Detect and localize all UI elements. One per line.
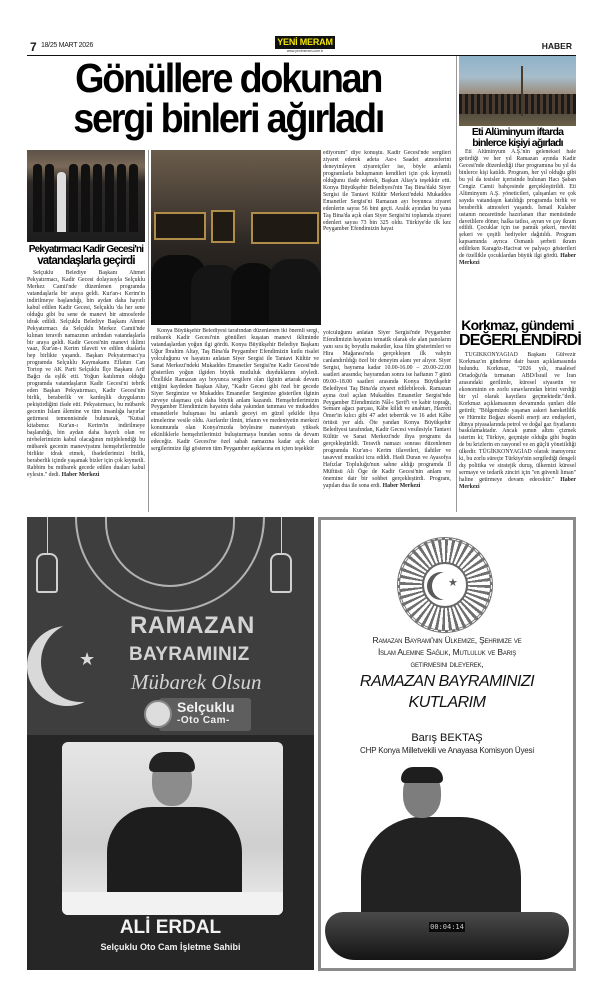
iftar-photo — [459, 56, 576, 126]
selcuklu-oto-cam-ad[interactable] — [27, 517, 314, 970]
ali-erdal-portrait — [62, 742, 283, 915]
podium-timer: 00:04:14 — [430, 923, 464, 931]
newspaper-page — [27, 0, 582, 1000]
main-headline-line-1: Gönüllere dokunan — [75, 55, 382, 101]
baris-bektas-ad[interactable] — [318, 517, 576, 971]
pekyatirmaci-headline: Pekyatırmacı Kadir Gecesi'ni vatandaşlarla geçirdi — [28, 244, 144, 267]
newspaper-logo[interactable] — [275, 36, 335, 54]
byline: Haber Merkezi — [61, 471, 100, 478]
exhibition-photo — [151, 150, 321, 325]
brand-seal-icon — [144, 700, 172, 728]
main-headline — [35, 55, 421, 141]
mp-title: CHP Konya Milletvekili ve Anayasa Komisyon Üyesi — [360, 746, 534, 755]
section-label: HABER — [541, 41, 572, 51]
korkmaz-body: TÜGİKKONYAGİAD Başkanı Gülvezir Korkmaz'ın gündeme dair basın açıklamasında bulundu. Korkmaz, "2026 yılı, maalesef Ortadoğu'da tırmanan ABD/İsrail ve İran arasındaki gerilimle, küresel siyasetin ve ekonominin en zorlu sınavlarından birini verdiği bir yıl olarak kayıtlara geçmektedir."dedi. Korkmaz açıklamasının devamında şunları dile getirdi; "Bölgemizde yaşanan askeri hareketlilik ve Hürmüz Boğazı eksenli enerji arz endişeleri, dünya piyasalarında petrol ve doğal gaz fiyatlarını baskılamaktadır. Ancak şunun altını çizmek isterim ki; Türkiye, geçmişte olduğu gibi bugün de bu krizlerin en rasyonel ve en güçlü yönetildiği ülkedir. TÜGİKKONYAGİAD olarak inanıyoruz ki, bu zorlu süreçte Türkiye'nin sergilediği dengeli dış politika ve stratejik duruş, ülkemizi küresel sermaye ve tedarik zinciri için "en güvenli liman" haline getirmeye devam edecektir." Haber Merkezi — [459, 352, 576, 491]
ad-mubarek-text: Mübarek Olsun — [131, 670, 262, 694]
korkmaz-headline: Korkmaz, gündemi DEĞERLENDİRDİ — [459, 317, 582, 349]
brand-name: Selçuklu — [177, 699, 235, 715]
greeting-line-3: getirmesini dileyerek, — [410, 659, 484, 669]
star-icon: ★ — [79, 649, 96, 670]
byline: Haber Merkezi — [459, 253, 576, 267]
brand-subtitle: -Oto Cam- — [177, 715, 230, 726]
eti-aluminyum-headline: Eti Alüminyum iftarda binlerce kişiyi ağırladı — [471, 126, 564, 149]
eti-aluminyum-body: Eti Alüminyum A.Ş.'nin geleneksel hale getirdiği ve her yıl Ramazan ayında Kadir Gecesi'nde düzenlediği iftar programına bu yıl da binlerce kişi katıldı. Program, her yıl olduğu gibi bu yıl da tesisler içerisinde bulunan Hacı Şaban Cengiz Camii bahçesinde gerçekleştirildi. Eti Alüminyum A.Ş. yöneticileri, çalışanları ve çok sayıda vatandaşın katıldığı programda birlik ve beraberlik atmosferi yaşandı. İsmail Kulaber ustanın nezaretinde hazırlanan iftar menüsünde davetlilere döner, halka tatlısı, ayran ve çay ikram edildi. Çocuklar için ise pamuk şekeri, mevlüt şekeri ve çeşitli hediyeler dağıtıldı. Program kapsamında ayrıca Osmanlı şerbeti ikram edilirken Karagöz-Hacivat ve palyaço gösterileri de özellikle çocuklardan büyük ilgi gördü. Haber Merkezi — [459, 149, 576, 267]
main-headline-line-2: sergi binleri ağırladı — [73, 95, 384, 141]
main-story-body-col3: yolculuğunu anlatan Siyer Sergisi'nde Peygamber Efendimizin hayatını tematik olarak ele alan panoların yanı sıra üç boyutlu maketler, kısa film gösterimleri ve Hira Mağarası'nda gerçekleşen ilk vahyin canlandırıldığı özel bir deneyim alanı yer alıyor. Siyer Sergisi, bayrama kadar 10.00-16.00 – 20.00-22.00 saatleri arasında; bayramdan sonra ise haftanın 7 günü 09.00–18.00 saatleri arasında Konya Büyükşehir Belediyesi Taş Bina'da ziyaret edilebilecek. Ramazan ayına özel açılan Mukaddes Emanetler Sergisi'nde Peygamber Efendimizin Nâl-ı Şerif'i ve kabir toprağı, Semare ağacı parçası, Kâbe kilidi ve anahtarı, Hazreti Ömer'in kılıcı gibi 47 adet teberrük ve 16 adet Kâbe örtüsü yer aldı. Öte yandan Konya Büyükşehir Belediyesi tarafından, Kadir Gecesi vesilesiyle Tantavi Kültür ve Sanat Merkezi'nde ihya programı da gerçekleştirildi. Teravih namazı sonrası düzenlenen programda Kur'an-ı Kerim tilavetleri, ilahiler ve tasavvuf musikisi icra edildi. Hadi Duran ve Ayasofya Hafızlar Topluluğu'nun sahne aldığı programda İl Müftüsü Ali Öge de Kadir Gecesi'nin anlam ve önemine dair bir sohbet gerçekleştirdi. Program, yapılan dua ile sona erdi. Haber Merkezi — [323, 330, 451, 489]
ad-bayraminiz-text: BAYRAMINIZ — [129, 644, 250, 665]
issue-date: 18/25 MART 2026 — [41, 42, 94, 49]
logo-wordmark: YENİ MERAM — [275, 36, 335, 49]
pekyatirmaci-body: Selçuklu Belediye Başkanı Ahmet Pekyatırmacı, Kadir Gecesi dolayısıyla Selçuklu Merkez Camii'nde düzenlenen programda vatandaşlarla bir araya geldi. Kur'an-ı Kerim'in indirilmeye başlandığı, bin aydan daha hayırlı kabul edilen Kadir Gecesi, Selçuklu 'da her sene olduğu gibi bu sene de manevi bir atmosferde idrak edildi. Selçuklu Belediye Başkanı Ahmet Pekyatırmacı da Selçuklu Merkez Camii'nde kılınan teravih namazının ardından vatandaşlarla bir araya geldi. Kadir Gecesi'nin manevi iklimi vaaz, Kur'an-ı Kerim tilaveti ve edilen dualarla hep birlikte yaşandı. Başkan Pekyatırmacı'ya programda Selçuklu Kaymakamı Eflatun Can Tortop ve AK Parti Selçuklu İlçe Başkanı Arif Bağcı da eşlik etti. Yoğun katılımın olduğu programda vatandaşların Kadir Gecesi'ni tebrik eden Başkan Pekyatırmacı, Kadir Gecesi'nin birlik, beraberlik ve kardeşlik duygularını pekiştirdiğini ifade etti. Pekyatırmacı, bu mübarek gecenin İslam âlemine ve tüm insanlığa hayırlar getirmesi temennisinde bulunarak, "Kutsal kitabımız Kur'an-ı Kerim'in indirilmeye başlandığı, bin aydan daha hayırlı olan ve nivbelerimizin kabul olacağının müjdelendiği bu mübarek gecenin maneviyatını hemşehrilerimizle birlikte idrak etmek, ibadetlerimizi birlik, beraberlik içinde yaşamak bizler için çok kıymetli. Rabbim bu mübarek gecede edilen duaları kabul eylesin." dedi. Haber Merkezi — [27, 270, 145, 478]
lantern-icon — [36, 553, 58, 593]
main-story-body-col2: ediyorum" diye konuştu. Kadir Gecesi'nde sergileri ziyaret ederek adeta Asr-ı Saadet atmosferini deneyimleyen ziyaretçiler ise, böyle anlamlı programlarla buluşmanın kendileri için çok kıymetli olduğunu ifade ederek, Başkan Altay'a teşekkür etti. Konya Büyükşehir Belediyesi'nin Taş Bina'daki Siyer Sergisi ile Tantavi Kültür Merkezi'ndeki Mukaddes Emanetler Sergisi'ni Ramazan ayı boyunca ziyaret edenlerin sayısı 56 bini geçti. Aralık ayından bu yana Taş Bina'da açık olan Siyer Sergisi'ni toplamda ziyaret edenleri sayısı 73 bin 325 oldu. Türkiye'de ilk kez Peygamber Efendimizin hayat — [323, 150, 451, 233]
greeting-line-2: İslam Alemine Sağlık, Mutluluk ve Barış — [377, 647, 517, 657]
page-number: 7 — [30, 40, 37, 54]
star-icon: ★ — [448, 576, 458, 589]
ad-ramazan-text: RAMAZAN — [130, 612, 255, 639]
pekyatirmaci-photo — [27, 150, 145, 242]
ad-person-title: Selçuklu Oto Cam İşletme Sahibi — [100, 942, 241, 952]
tbmm-seal-icon — [397, 537, 493, 633]
ad-person-name: ALİ ERDAL — [119, 917, 222, 938]
greeting-big-line-2: KUTLARIM — [408, 694, 486, 711]
logo-url[interactable]: www.yenimeram.com.tr — [286, 49, 324, 53]
lantern-icon — [270, 553, 292, 593]
masthead — [27, 36, 576, 56]
podium — [325, 912, 569, 960]
main-story-body-col1: Konya Büyükşehir Belediyesi tarafından düzenlenen iki önemli sergi, mübarek Kadir Gecesi'nin gönülleri kuşatan manevi ikliminde vatandaşlardan yoğun ilgi gördü. Konya Büyükşehir Belediye Başkanı Uğur İbrahim Altay, Taş Bina'da Peygamber Efendimizin kutlu risalet yolculuğunu ve hayatını anlatan Siyer Sergisi ile Tantavi Kültür ve Sanat Merkezi'ndeki Mukaddes Emanetler Sergisi'ne Kadir Gecesi'nde gösterilen yoğun ilgiden büyük mutluluk duyduklarını söyledi. Özellikle Ramazan ayı boyunca sergilere olan ilginin artarak devam ettiğini kaydeden Başkan Altay, "Kadir Gecesi gibi özel bir gecede Siyer Sergimize ve Mukaddes Emanetler Sergimize gösterilen ilginin zirveye ulaşması çok daha büyük anlam kazandı. Hemşehrilerimizin Peygamber Efendimizin hayatını daha yakından tanıması ve mukaddes emanetlerle buluşması bu anlamlı geceyi en güzel şekilde ihya etmelerine vesile oldu. Asırlardır ilmin, irfanın ve medeniyetin merkezi konumunda olan Konya'mızda böylesine maneviyatı yüksek etkinliklerle hemşehrilerimizi buluşturmaya bundan sonra da devam edeceğiz. Kadir Gecesi'ne özel sabah namazına kadar açık olan sergilerimize ilgi gösteren tüm Peygamber aşıklarına en içten teşekkür — [151, 328, 319, 453]
mp-name: Barış BEKTAŞ — [411, 732, 483, 744]
greeting-big-line-1: RAMAZAN BAYRAMINIZI — [359, 673, 535, 690]
byline: Haber Merkezi — [459, 477, 576, 491]
greeting-line-1: Ramazan Bayramı'nın Ülkemize, Şehrimize ve — [372, 635, 522, 645]
baris-bektas-photo — [321, 762, 573, 968]
byline: Haber Merkezi — [382, 482, 421, 489]
